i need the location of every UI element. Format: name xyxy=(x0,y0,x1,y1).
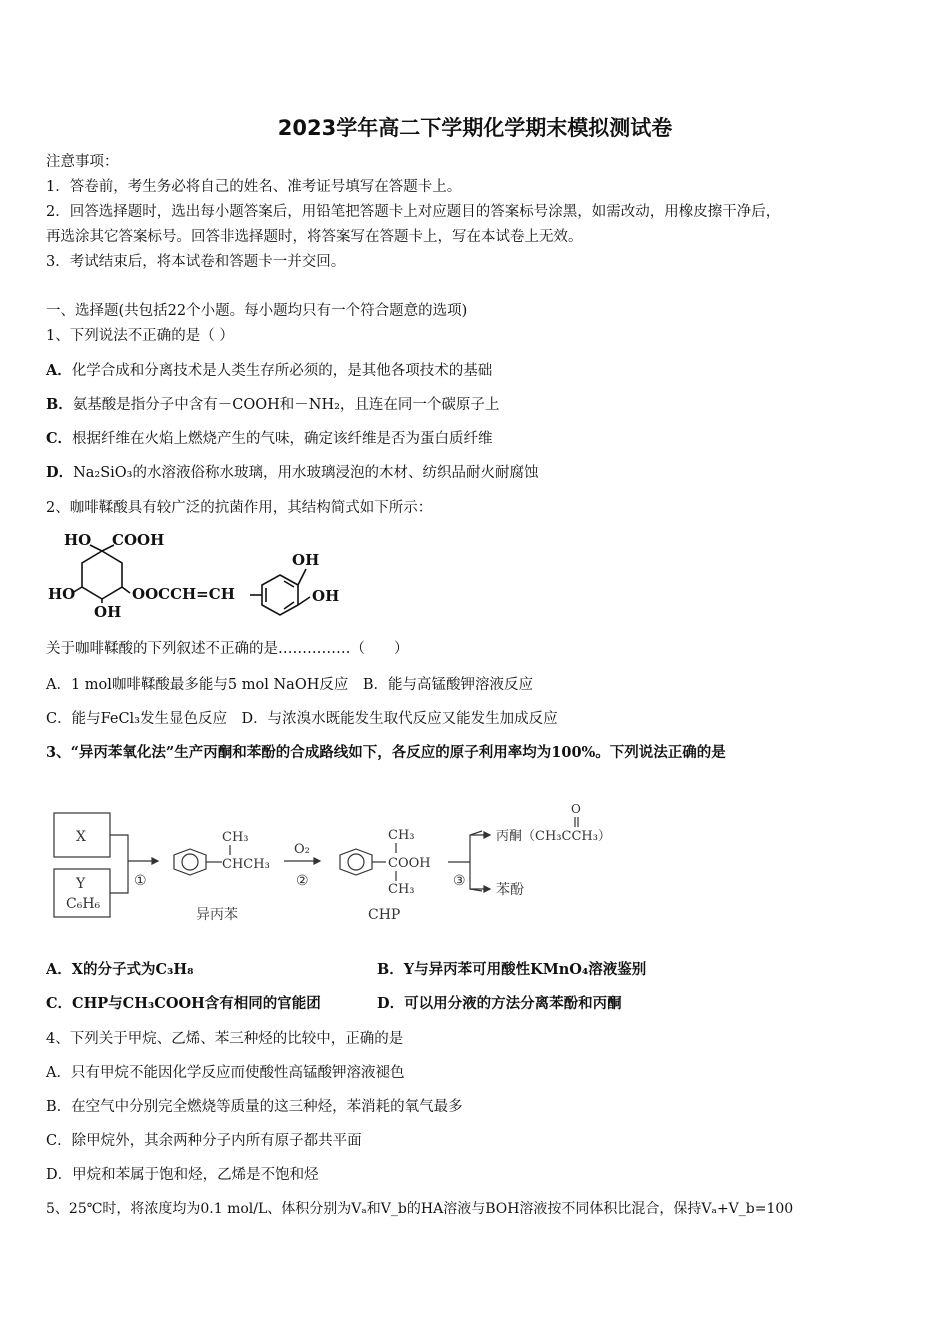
diagram-ch3: CH₃ xyxy=(388,882,415,897)
notice-item: 1．答卷前，考生务必将自己的姓名、准考证号填写在答题卡上。 xyxy=(46,179,462,195)
notice-item: 2．回答选择题时，选出每小题答案后，用铅笔把答题卡上对应题目的答案标号涂黑，如需改动，用橡皮擦干净后， xyxy=(46,204,781,220)
question-3-option-d: D．可以用分液的方法分离苯酚和丙酮 xyxy=(377,995,622,1012)
notice-item: 3．考试结束后，将本试卷和答题卡一并交回。 xyxy=(46,254,346,270)
question-3-option-b: B．Y与异丙苯可用酸性KMnO₄溶液鉴别 xyxy=(377,961,647,978)
diagram-ch3: CH₃ xyxy=(388,828,415,843)
question-4-option-d: D．甲烷和苯属于饱和烃，乙烯是不饱和烃 xyxy=(46,1167,319,1183)
diagram-ch3: CH₃ xyxy=(222,830,249,845)
question-2-question: 关于咖啡鞣酸的下列叙述不正确的是……………（ ） xyxy=(46,641,409,657)
notice-item: 再选涂其它答案标号。回答非选择题时，将答案写在答题卡上，写在本试卷上无效。 xyxy=(46,229,583,245)
question-3-option-a: A．X的分子式为C₃H₈ xyxy=(46,961,194,978)
structure-ho-left: HO xyxy=(48,585,76,603)
option-label: B． xyxy=(46,396,73,413)
structure-oh-ring-top: OH xyxy=(292,551,320,569)
question-2-stem: 2、咖啡鞣酸具有较广泛的抗菌作用，其结构简式如下所示： xyxy=(46,500,433,516)
option-label: D． xyxy=(46,464,74,481)
structure-oh-bottom: OH xyxy=(94,603,122,621)
question-1-option-c xyxy=(46,429,493,449)
diagram-acetone: 丙酮（CH₃CCH₃） xyxy=(496,829,611,844)
diagram-cumene-label: 异丙苯 xyxy=(196,907,238,923)
question-1-option-b xyxy=(46,395,499,415)
diagram-step-2: ② xyxy=(296,873,309,889)
diagram-phenol: 苯酚 xyxy=(496,882,524,898)
question-4-stem: 4、下列关于甲烷、乙烯、苯三种烃的比较中，正确的是 xyxy=(46,1031,404,1047)
structure-ester-chain: OOCCH=CH xyxy=(132,585,235,603)
diagram-c6h6: C₆H₆ xyxy=(66,896,101,912)
question-5-stem: 5、25℃时，将浓度均为0.1 mol/L、体积分别为Vₐ和V_b的HA溶液与BOH溶液按不同体积比混合，保持Vₐ+V_b=100 xyxy=(46,1201,794,1217)
diagram-cooh: COOH xyxy=(388,856,431,871)
question-1-option-d xyxy=(46,463,539,483)
question-2-options-cd: C．能与FeCl₃发生显色反应 D．与浓溴水既能发生取代反应又能发生加成反应 xyxy=(46,711,558,727)
option-text: 根据纤维在火焰上燃烧产生的气味，确定该纤维是否为蛋白质纤维 xyxy=(72,431,493,447)
question-4-option-a: A．只有甲烷不能因化学反应而使酸性高锰酸钾溶液褪色 xyxy=(46,1065,405,1081)
option-text: 氨基酸是指分子中含有－COOH和－NH₂，且连在同一个碳原子上 xyxy=(72,397,500,413)
diagram-step-1: ① xyxy=(134,873,147,889)
section-heading: 一、选择题(共包括22个小题。每小题均只有一个符合题意的选项) xyxy=(46,303,468,319)
question-1-stem: 1、下列说法不正确的是（ ） xyxy=(46,328,234,344)
diagram-chp-label: CHP xyxy=(368,907,401,923)
structure-oh-ring-right: OH xyxy=(312,587,340,605)
question-3-option-c: C．CHP与CH₃COOH含有相同的官能团 xyxy=(46,995,321,1012)
diagram-step-3: ③ xyxy=(453,873,466,889)
diagram-y: Y xyxy=(76,876,86,892)
diagram-o2: O₂ xyxy=(294,842,310,857)
diagram-x: X xyxy=(76,829,86,845)
question-2-options-ab: A．1 mol咖啡鞣酸最多能与5 mol NaOH反应 B．能与高锰酸钾溶液反应 xyxy=(46,677,534,693)
question-1-option-a xyxy=(46,361,492,381)
notice-heading: 注意事项： xyxy=(46,154,119,170)
option-label: A． xyxy=(46,362,72,379)
question-3-stem: 3、“异丙苯氧化法”生产丙酮和苯酚的合成路线如下，各反应的原子利用率均为100%。下列说法正确的是 xyxy=(46,744,726,761)
structure-cooh: COOH xyxy=(112,531,165,549)
caffeic-tannin-structure xyxy=(40,525,360,625)
option-text: Na₂SiO₃的水溶液俗称水玻璃，用水玻璃浸泡的木材、纺织品耐火耐腐蚀 xyxy=(73,465,539,481)
page-title: 2023学年高二下学期化学期末模拟测试卷 xyxy=(277,116,673,140)
question-4-option-c: C．除甲烷外，其余两种分子内所有原子都共平面 xyxy=(46,1133,362,1149)
option-text: 化学合成和分离技术是人类生存所必须的，是其他各项技术的基础 xyxy=(71,363,493,379)
structure-ho-top: HO xyxy=(64,531,92,549)
option-label: C． xyxy=(46,430,73,447)
diagram-chch3: CHCH₃ xyxy=(222,857,270,872)
diagram-carbonyl-o: O xyxy=(571,802,581,816)
question-4-option-b: B．在空气中分别完全燃烧等质量的这三种烃，苯消耗的氧气最多 xyxy=(46,1099,463,1115)
synthesis-route-diagram xyxy=(50,795,630,930)
